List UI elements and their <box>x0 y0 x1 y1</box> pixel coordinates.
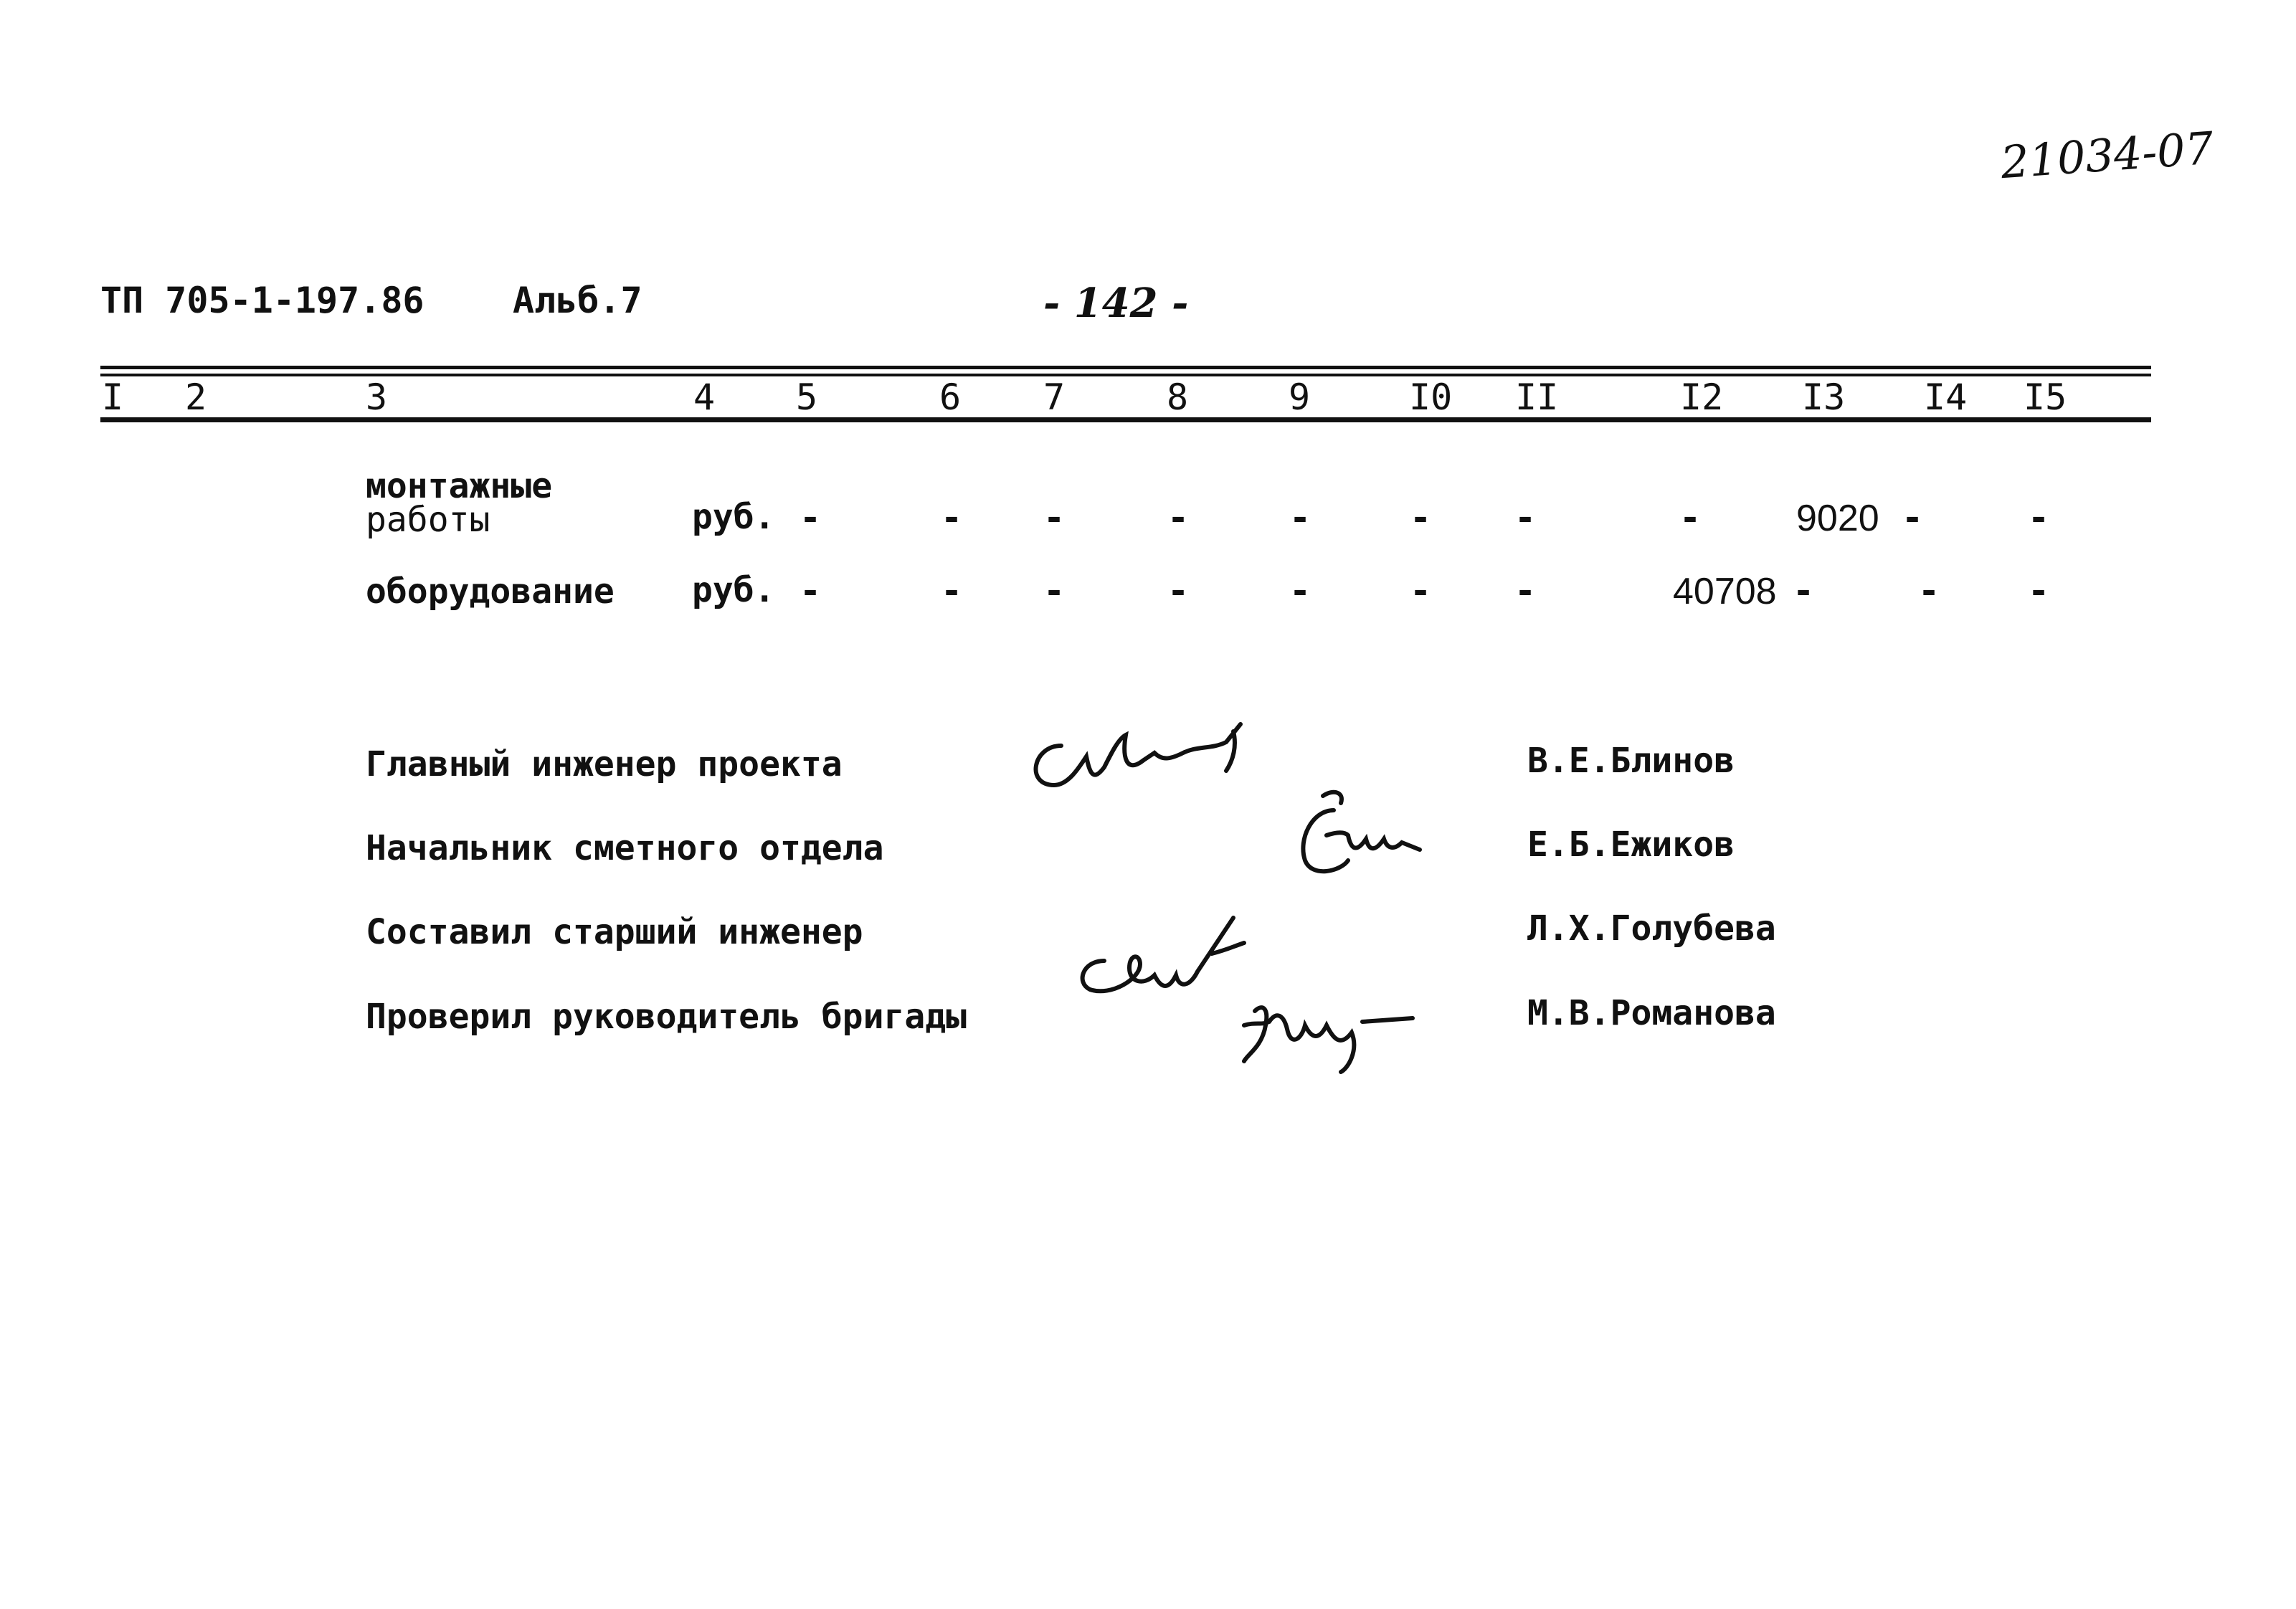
table-top-rule <box>100 366 2151 369</box>
table-cell: - <box>941 570 963 612</box>
table-cell-value: 9020 <box>1796 498 1879 539</box>
column-header-5: 5 <box>796 376 818 418</box>
table-cell: - <box>1679 497 1702 538</box>
column-header-1: I <box>102 376 124 418</box>
column-header-8: 8 <box>1167 376 1189 418</box>
row-label-equipment: оборудование <box>366 571 615 612</box>
signature-name-estimate-head: Е.Б.Ежиков <box>1527 825 1735 865</box>
table-cell: - <box>1289 497 1311 538</box>
column-header-9: 9 <box>1289 376 1311 418</box>
table-cell: - <box>1514 497 1537 538</box>
column-header-3: 3 <box>366 376 388 418</box>
table-cell: - <box>2028 570 2050 612</box>
signature-title-compiler: Составил старший инженер <box>366 912 863 952</box>
signature-scribble-1 <box>1018 717 1262 803</box>
table-cell: - <box>1410 497 1432 538</box>
table-cell: - <box>2028 497 2050 538</box>
table-cell: - <box>1043 570 1066 612</box>
page-number: - 142 - <box>1043 280 1189 327</box>
table-cell: - <box>1514 570 1537 612</box>
table-cell: - <box>1167 570 1190 612</box>
table-cell: - <box>1289 570 1311 612</box>
table-cell: - <box>800 497 822 538</box>
column-header-11: II <box>1515 376 1559 418</box>
row-unit: руб. <box>692 497 775 537</box>
signature-title-estimate-head: Начальник сметного отдела <box>366 828 884 868</box>
row-unit: руб. <box>692 570 775 610</box>
table-cell: - <box>1918 570 1940 612</box>
column-header-4: 4 <box>693 376 716 418</box>
row-label-installation-line2: работы <box>366 500 490 540</box>
column-header-7: 7 <box>1043 376 1066 418</box>
column-header-13: I3 <box>1802 376 1846 418</box>
signature-name-chief-engineer: В.Е.Блинов <box>1527 741 1735 781</box>
table-cell: - <box>941 497 963 538</box>
table-cell-value: 40708 <box>1673 571 1777 612</box>
signature-scribble-2 <box>1284 782 1448 889</box>
signature-scribble-4 <box>1233 982 1427 1090</box>
column-header-14: I4 <box>1924 376 1968 418</box>
column-header-15: I5 <box>2024 376 2067 418</box>
table-cell: - <box>1167 497 1190 538</box>
table-cell: - <box>800 570 822 612</box>
table-cell: - <box>1043 497 1066 538</box>
signature-name-compiler: Л.Х.Голубева <box>1527 908 1776 949</box>
table-header-bottom-rule <box>100 417 2151 422</box>
column-header-10: I0 <box>1409 376 1453 418</box>
table-cell: - <box>1410 570 1432 612</box>
row-label-installation-line1: монтажные <box>366 466 553 506</box>
document-code: ТП 705-1-197.86 <box>100 280 424 321</box>
album-label: Альб.7 <box>513 280 642 321</box>
column-header-12: I2 <box>1680 376 1724 418</box>
column-header-2: 2 <box>185 376 207 418</box>
archive-number: 21034-07 <box>1998 121 2216 189</box>
signature-title-checker: Проверил руководитель бригады <box>366 997 967 1037</box>
signature-title-chief-engineer: Главный инженер проекта <box>366 744 843 784</box>
table-cell: - <box>1902 497 1924 538</box>
table-cell: - <box>1793 570 1815 612</box>
signature-name-checker: М.В.Романова <box>1527 993 1776 1033</box>
column-header-6: 6 <box>939 376 962 418</box>
